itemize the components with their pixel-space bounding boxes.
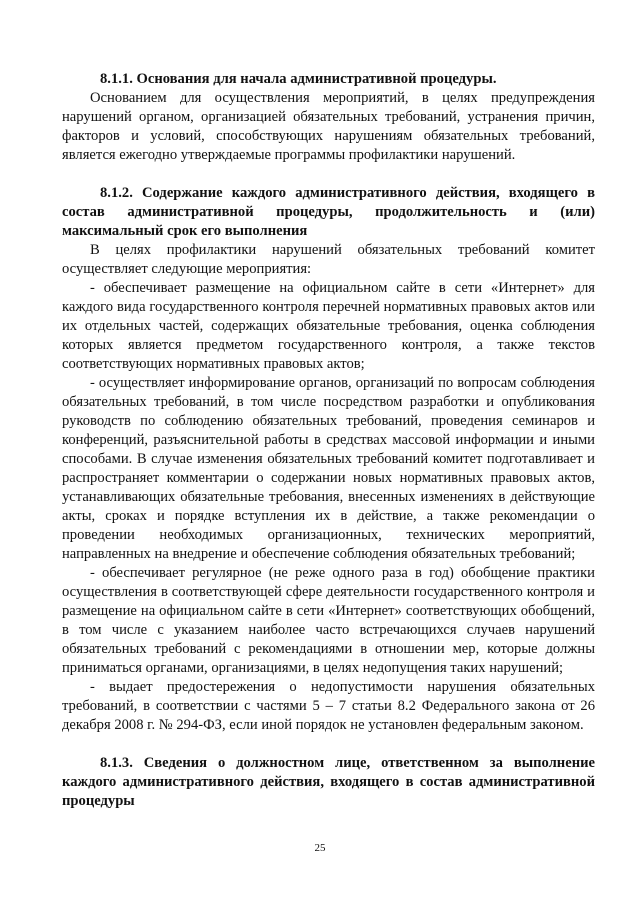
page-number: 25: [314, 842, 326, 854]
section-8-1-2-item-warnings: - выдает предостережения о недопустимости нарушения обязательных требований, в соответствии с частями 5 – 7 статьи 8.2 Федерального закона от 26 декабря 2008 г. № 294-ФЗ, если иной порядок не установлен федеральным законом.: [62, 679, 595, 733]
spacer: [62, 165, 595, 184]
section-8-1-3-heading: 8.1.3. Сведения о должностном лице, ответственном за выполнение каждого административного действия, входящего в состав административной процедуры: [62, 755, 595, 809]
page-content: [62, 70, 595, 811]
section-8-1-1-paragraph: Основанием для осуществления мероприятий, в целях предупреждения нарушений органом, организацией обязательных требований, устранения причин, факторов и условий, способствующих нарушениям обязательных требований, является ежегодно утверждаемые программы профилактики нарушений.: [62, 90, 595, 163]
section-8-1-2-item-informing: - осуществляет информирование органов, организаций по вопросам соблюдения обязательных требований, в том числе посредством разработки и опубликования руководств по соблюдению обязательных требований, проведения семинаров и конференций, разъяснительной работы в средствах массовой информации и иными способами. В случае изменения обязательных требований комитет подготавливает и распространяет комментарии о содержании новых нормативных правовых актов, устанавливающих обязательные требования, внесенных изменениях в действующие акты, сроках и порядке вступления их в действие, а также рекомендации о проведении необходимых организационных, технических мероприятий, направленных на внедрение и обеспечение соблюдения обязательных требований;: [62, 375, 595, 562]
section-8-1-1-heading: 8.1.1. Основания для начала административной процедуры.: [100, 71, 497, 87]
spacer: [62, 735, 595, 754]
section-8-1-2-heading: 8.1.2. Содержание каждого административного действия, входящего в состав административной процедуры, продолжительность и (или) максимальный срок его выполнения: [62, 185, 595, 239]
section-8-1-2-item-generalization: - обеспечивает регулярное (не реже одного раза в год) обобщение практики осуществления в соответствующей сфере деятельности государственного контроля и размещение на официальном сайте в сети «Интернет» соответствующих обобщений, в том числе с указанием наиболее часто встречающихся случаев нарушений обязательных требований с рекомендациями в отношении мер, которые должны приниматься органами, организациями, в целях недопущения таких нарушений;: [62, 565, 595, 676]
section-8-1-2-intro: В целях профилактики нарушений обязательных требований комитет осуществляет следующие мероприятия:: [62, 242, 595, 277]
section-8-1-2-item-website: - обеспечивает размещение на официальном сайте в сети «Интернет» для каждого вида государственного контроля перечней нормативных правовых актов или их отдельных частей, содержащих обязательные требования, оценка соблюдения которых является предметом государственного контроля, а также текстов соответствующих нормативных правовых актов;: [62, 280, 595, 372]
